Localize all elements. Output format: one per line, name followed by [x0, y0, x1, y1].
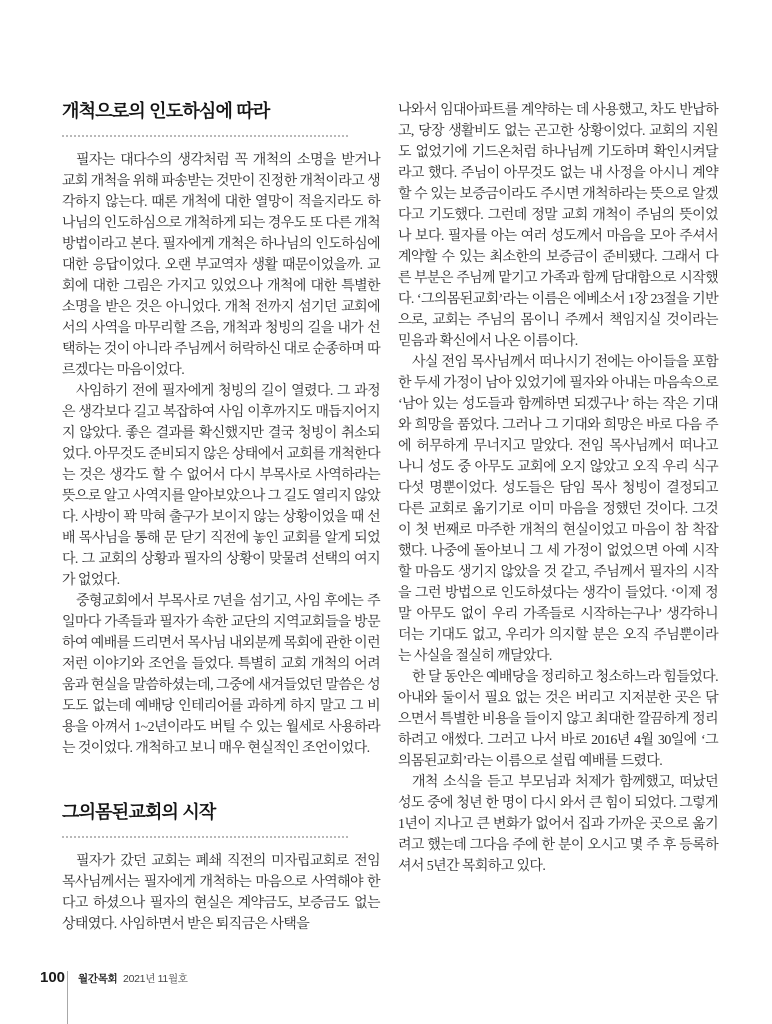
paragraph-continuation: 나와서 임대아파트를 계약하는 데 사용했고, 차도 반납하고, 당장 생활비도 없는 곤고한 상황이었다. 교회의 지원도 없었기에 기드온처럼 하나님께 기도하며 확인시켜달라고 했다. 주님이 아무것도 없는 내 사정을 아시니 계약할 수 있는 보증금이라도 주시면 개척하라는 뜻으로 알겠다고 기도했다. 그런데 정말 교회 개척이 주님의 뜻이었나 보다. 필자를 아는 여러 성도께서 마음을 모아 주셔서 계약할 수 있는 최소한의 보증금이 준비됐다. 그래서 다른 부분은 주님께 맡기고 가족과 함께 담대함으로 시작했다. ‘그의몸된교회’라는 이름은 에베소서 1장 23절을 기반으로, 교회는 주님의 몸이니 주께서 책임지실 것이라는 믿음과 확신에서 나온 이름이다. — [398, 103, 718, 349]
page-footer — [40, 969, 188, 986]
right-column — [398, 100, 718, 877]
section-heading-1: 개척으로의 인도하심에 따라 — [62, 101, 270, 121]
paragraph: 필자는 대다수의 생각처럼 꼭 개척의 소명을 받거나 교회 개척을 위해 파송받는 것만이 진정한 개척이라고 생각하지 않는다. 때론 개척에 대한 열망이 적을지라도 하나님의 인도하심으로 개척하게 되는 경우도 또 다른 개척 방법이라고 본다. 필자에게 개척은 하나님의 인도하심에 대한 응답이었다. 오랜 부교역자 생활 때문이었을까. 교회에 대한 그림은 가지고 있었으나 개척에 대한 특별한 소명을 받은 것은 아니었다. 개척 전까지 섬기던 교회에서의 사역을 마무리할 즈음, 개척과 청빙의 길을 내가 선택하는 것이 아니라 주님께서 허락하신 대로 순종하며 따르겠다는 마음이었다. — [62, 153, 380, 378]
footer-vertical-rule — [67, 971, 68, 1024]
section-divider-2 — [62, 836, 348, 838]
paragraph: 사임하기 전에 필자에게 청빙의 길이 열렸다. 그 과정은 생각보다 길고 복잡하여 사임 이후까지도 매듭지어지지 않았다. 좋은 결과를 확신했지만 결국 청빙이 취소되었다. 아무것도 준비되지 않은 상태에서 교회를 개척한다는 것은 생각도 할 수 없어서 다시 부목사로 사역하라는 뜻으로 알고 사역지를 알아보았으나 그 길도 열리지 않았다. 사방이 꽉 막혀 출구가 보이지 않는 상황이었을 때 선배 목사님을 통해 문 닫기 직전에 놓인 교회를 알게 되었다. 그 교회의 상황과 필자의 상황이 맞물려 선택의 여지가 없었다. — [62, 384, 380, 588]
paragraph: 한 달 동안은 예배당을 정리하고 청소하느라 힘들었다. 아내와 둘이서 필요 없는 것은 버리고 지저분한 곳은 닦으면서 특별한 비용을 들이지 않고 최대한 깔끔하게 정리하려고 애썼다. 그러고 나서 바로 2016년 4월 30일에 ‘그의몸된교회’라는 이름으로 설립 예배를 드렸다. — [398, 670, 718, 769]
issue-label: 2021년 11월호 — [123, 973, 188, 985]
magazine-title: 월간목회 — [78, 973, 118, 985]
paragraph: 개척 소식을 듣고 부모님과 처제가 함께했고, 떠났던 성도 중에 청년 한 명이 다시 와서 큰 힘이 되었다. 그렇게 1년이 지나고 큰 변화가 없어서 집과 가까운 곳으로 옮기려고 했는데 그다음 주에 한 분이 오시고 몇 주 후 등록하셔서 5년간 목회하고 있다. — [398, 775, 718, 874]
paragraph: 사실 전임 목사님께서 떠나시기 전에는 아이들을 포함한 두세 가정이 남아 있었기에 필자와 아내는 마음속으로 ‘남아 있는 성도들과 함께하면 되겠구나’ 하는 작은 기대와 희망을 품었다. 그러나 그 기대와 희망은 바로 다음 주에 허무하게 무너지고 말았다. 전임 목사님께서 떠나고 나니 성도 중 아무도 교회에 오지 않았고 오직 우리 식구 다섯 명뿐이었다. 성도들은 담임 목사 청빙이 결정되고 다른 교회로 옮기기로 이미 마음을 정했던 것이다. 그것이 첫 번째로 마주한 개척의 현실이었고 마음이 참 착잡했다. 나중에 돌아보니 그 세 가정이 없었으면 아예 시작할 마음도 생기지 않았을 것 같고, 주님께서 필자의 시작을 그런 방법으로 인도하셨다는 생각이 들었다. ‘이제 정말 아무도 없이 우리 가족들로 시작하는구나’ 생각하니 더는 기대도 없고, 우리가 의지할 분은 오직 주님뿐이라는 사실을 절실히 깨달았다. — [398, 355, 718, 664]
section-divider-1 — [62, 135, 348, 137]
paragraph: 중형교회에서 부목사로 7년을 섬기고, 사임 후에는 주일마다 가족들과 필자가 속한 교단의 지역교회들을 방문하여 예배를 드리면서 목사님 내외분께 목회에 관한 이런저런 이야기와 조언을 들었다. 특별히 교회 개척의 어려움과 현실을 말씀하셨는데, 그중에 새겨들었던 말씀은 성도도 없는데 예배당 인테리어를 과하게 하지 말고 그 비용을 아껴서 1~2년이라도 버틸 수 있는 월세로 사용하라는 것이었다. 개척하고 보니 매우 현실적인 조언이었다. — [62, 594, 380, 756]
footer-magazine-info — [78, 971, 188, 986]
left-column — [62, 99, 380, 935]
page-number: 100 — [40, 969, 66, 986]
paragraph: 필자가 갔던 교회는 폐쇄 직전의 미자립교회로 전임 목사님께서는 필자에게 개척하는 마음으로 사역해야 한다고 하셨으나 필자의 현실은 계약금도, 보증금도 없는 상태였다. 사임하면서 받은 퇴직금은 사택을 — [62, 854, 380, 932]
section-heading-2: 그의몸된교회의 시작 — [62, 802, 216, 822]
